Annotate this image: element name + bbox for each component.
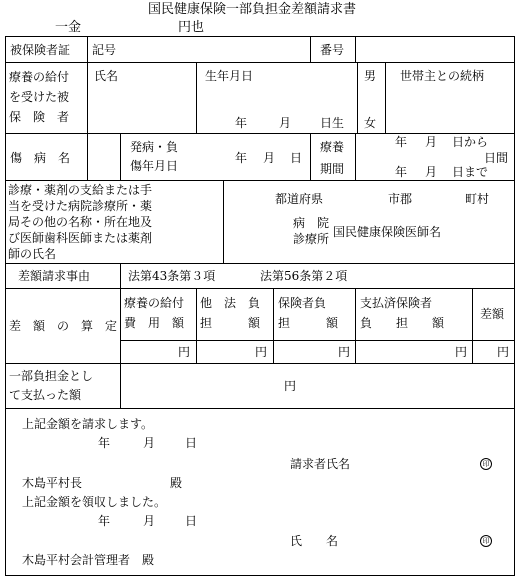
request-date-day: 日: [185, 436, 198, 450]
county-label: 市郡: [388, 192, 413, 206]
form-title: 国民健康保険一部負担金差額請求書: [148, 2, 357, 17]
dob-month: 月: [279, 116, 292, 130]
claimant-label: 請求者氏名: [290, 457, 351, 471]
amount-prefix: 一金: [55, 20, 82, 35]
onset-label-line2: 傷年月日: [130, 159, 179, 173]
calc-col1-line1: 療養の給付: [124, 296, 185, 310]
recipient-label-line3: 保 険 者: [9, 110, 70, 124]
dob-label: 生年月日: [205, 69, 254, 83]
treatment-label-line2: 期間: [320, 162, 345, 176]
receipt-date-year: 年: [98, 514, 111, 528]
from-year: 年: [395, 135, 408, 149]
calc-col1-line2: 費 用 額: [124, 316, 185, 330]
provider-label-line3: 局その他の名称・所在地及: [8, 215, 153, 229]
provider-label-line1: 診療・薬剤の支給または手: [8, 183, 153, 197]
sex-female: 女: [364, 116, 377, 130]
calc-col4-line2: 負 担 額: [360, 316, 445, 330]
reason-law2: 法第56条第２項: [260, 269, 348, 283]
illness-label: 傷 病 名: [10, 151, 71, 165]
mayor-honorific: 殿: [170, 476, 183, 490]
clinic-label: 診療所: [293, 232, 330, 246]
calc-yen-1: 円: [178, 345, 191, 359]
reason-label: 差額請求事由: [18, 269, 91, 283]
number-label: 番号: [320, 43, 345, 57]
recipient-label-line1: 療養の給付: [9, 70, 70, 84]
calc-col5: 差額: [480, 307, 505, 321]
seal-mark-claimant: 印: [480, 458, 492, 470]
hospital-label: 病 院: [293, 216, 330, 230]
amount-suffix: 円也: [178, 20, 205, 35]
calc-yen-3: 円: [338, 345, 351, 359]
relation-label: 世帯主との続柄: [400, 69, 485, 83]
paid-label-line1: 一部負担金とし: [9, 369, 94, 383]
recipient-label-line2: を受けた被: [9, 90, 70, 104]
seal-mark-recipient: 印: [480, 535, 492, 547]
paid-label-line2: て支払った額: [9, 388, 82, 402]
paid-yen: 円: [284, 379, 297, 393]
to-year: 年: [395, 165, 408, 179]
treatment-label-line1: 療養: [320, 140, 345, 154]
calc-col2-line1: 他 法 負: [200, 296, 261, 310]
calc-col4-line1: 支払済保険者: [360, 296, 433, 310]
provider-label-line2: 当を受けた病院診療所・薬: [8, 199, 153, 213]
days-label: 日間: [484, 151, 509, 165]
calc-col2-line2: 担 額: [200, 316, 261, 330]
receipt-date-day: 日: [185, 514, 198, 528]
dob-day: 日生: [320, 116, 345, 130]
doctor-label: 国民健康保険医師名: [333, 225, 442, 239]
name-label: 氏名: [94, 69, 119, 83]
town-label: 町村: [465, 192, 490, 206]
request-date-year: 年: [98, 436, 111, 450]
receipt-date-month: 月: [143, 514, 156, 528]
calc-yen-5: 円: [497, 345, 510, 359]
to-month: 月: [425, 165, 438, 179]
from-day: 日から: [452, 135, 489, 149]
sex-male: 男: [364, 69, 377, 83]
calc-col3-line2: 担 額: [278, 316, 339, 330]
reason-law1: 法第43条第３項: [128, 269, 216, 283]
calc-col3-line1: 保険者負: [278, 296, 327, 310]
onset-label-line1: 発病・負: [130, 140, 179, 154]
provider-label-line4: び医師歯科医師または薬剤: [8, 231, 153, 245]
onset-month: 月: [263, 151, 276, 165]
onset-day: 日: [290, 151, 303, 165]
recipient-name-label: 氏 名: [290, 534, 339, 548]
insured-card-label: 被保険者証: [10, 43, 71, 57]
calc-yen-4: 円: [455, 345, 468, 359]
calc-label: 差 額 の 算 定: [9, 319, 118, 333]
calc-yen-2: 円: [255, 345, 268, 359]
request-text: 上記金額を請求します。: [22, 417, 154, 431]
receipt-text: 上記金額を領収しました。: [22, 495, 167, 509]
mayor-label: 木島平村長: [22, 476, 83, 490]
from-month: 月: [425, 135, 438, 149]
symbol-label: 記号: [92, 43, 117, 57]
to-day: 日まで: [452, 165, 489, 179]
provider-label-line5: 師の氏名: [8, 247, 57, 261]
dob-year: 年: [235, 116, 248, 130]
prefecture-label: 都道府県: [275, 192, 324, 206]
request-date-month: 月: [143, 436, 156, 450]
onset-year: 年: [235, 151, 248, 165]
accountant-label: 木島平村会計管理者 殿: [22, 553, 155, 567]
